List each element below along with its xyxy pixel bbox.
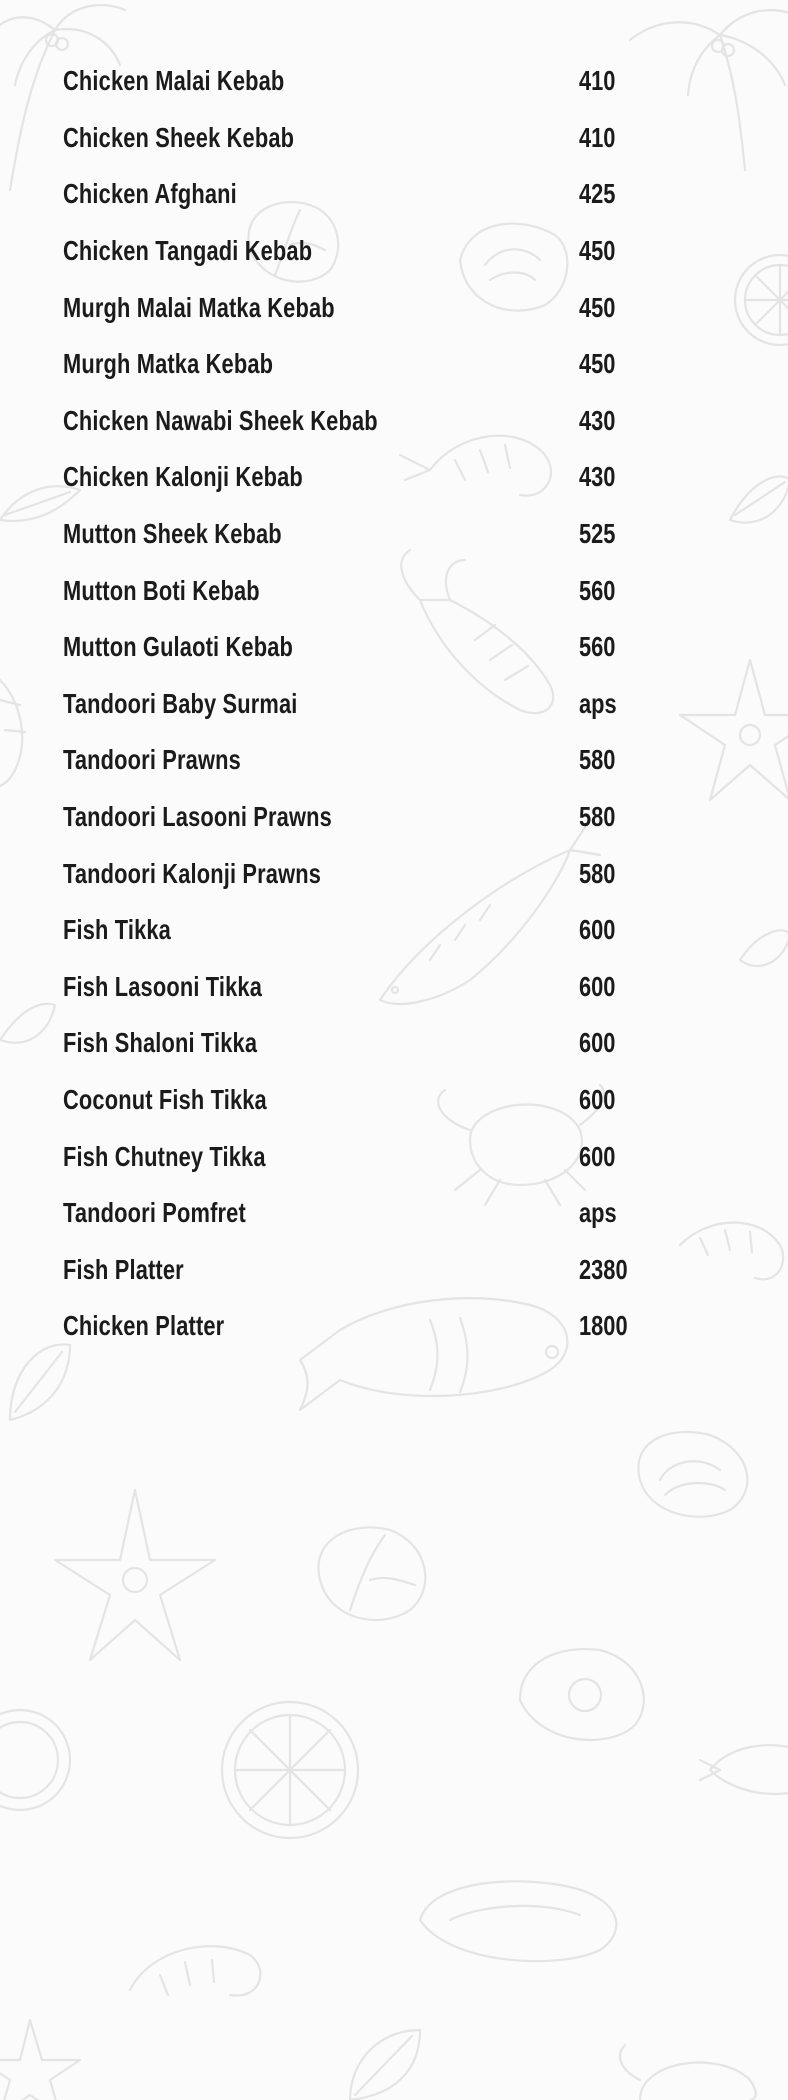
item-name: Tandoori Pomfret [63, 1197, 246, 1229]
item-price: 450 [579, 235, 616, 267]
star-anise-icon [55, 1490, 215, 1660]
menu-item [63, 845, 683, 902]
salmon-steak-icon [420, 1881, 616, 1961]
shell-icon [520, 1649, 644, 1740]
fish-icon [700, 1745, 788, 1794]
item-price: 410 [579, 65, 616, 97]
item-price: 425 [579, 178, 616, 210]
item-price: 430 [579, 404, 616, 436]
shrimp-icon [130, 1946, 260, 1995]
shrimp-icon [680, 1223, 783, 1280]
menu-item [63, 959, 683, 1016]
star-anise-icon [0, 2020, 80, 2100]
leaf-icon [0, 1004, 55, 1043]
item-name: Chicken Nawabi Sheek Kebab [63, 404, 378, 436]
oyster-icon [638, 1432, 747, 1517]
leaf-icon [740, 930, 788, 966]
menu-item [63, 393, 683, 450]
menu-item [63, 223, 683, 280]
item-name: Chicken Malai Kebab [63, 65, 285, 97]
menu-item [63, 110, 683, 167]
item-price: 600 [579, 970, 616, 1002]
menu-item [63, 53, 683, 110]
item-name: Tandoori Prawns [63, 744, 241, 776]
item-price: 580 [579, 801, 616, 833]
item-name: Coconut Fish Tikka [63, 1083, 267, 1115]
item-name: Fish Chutney Tikka [63, 1140, 266, 1172]
menu-item [63, 1128, 683, 1185]
item-name: Chicken Kalonji Kebab [63, 461, 303, 493]
item-name: Chicken Tangadi Kebab [63, 235, 313, 267]
item-price: 600 [579, 1027, 616, 1059]
item-name: Fish Platter [63, 1253, 184, 1285]
item-price: aps [579, 687, 617, 719]
item-price: 560 [579, 631, 616, 663]
item-name: Chicken Platter [63, 1310, 225, 1342]
star-anise-icon [680, 660, 788, 800]
item-name: Murgh Matka Kebab [63, 348, 274, 380]
item-price: 600 [579, 914, 616, 946]
cabbage-icon [318, 1527, 425, 1620]
menu-item [63, 1185, 683, 1242]
menu-item [63, 449, 683, 506]
lemon-slice-icon [0, 1710, 70, 1810]
item-price: 2380 [579, 1253, 628, 1285]
item-name: Murgh Malai Matka Kebab [63, 291, 335, 323]
leaf-icon [730, 476, 788, 522]
leaf-icon [10, 1344, 70, 1420]
menu-item [63, 732, 683, 789]
menu-item [63, 1241, 683, 1298]
menu-list [63, 53, 683, 1355]
menu-item [63, 619, 683, 676]
item-name: Tandoori Lasooni Prawns [63, 801, 332, 833]
item-name: Mutton Boti Kebab [63, 574, 260, 606]
item-price: 580 [579, 744, 616, 776]
lobster-icon [0, 680, 25, 787]
menu-item [63, 902, 683, 959]
item-name: Tandoori Kalonji Prawns [63, 857, 322, 889]
item-price: 1800 [579, 1310, 628, 1342]
menu-item [63, 1298, 683, 1355]
menu-item [63, 562, 683, 619]
leaf-icon [350, 2030, 420, 2100]
lemon-slice-icon [735, 255, 788, 345]
item-price: 450 [579, 348, 616, 380]
item-name: Fish Lasooni Tikka [63, 970, 263, 1002]
menu-item [63, 1072, 683, 1129]
menu-item [63, 1015, 683, 1072]
item-price: 580 [579, 857, 616, 889]
item-price: 450 [579, 291, 616, 323]
item-price: 600 [579, 1140, 616, 1172]
item-name: Mutton Gulaoti Kebab [63, 631, 293, 663]
item-price: 430 [579, 461, 616, 493]
item-price: 525 [579, 518, 616, 550]
crab-icon [620, 2045, 756, 2100]
item-name: Fish Tikka [63, 914, 171, 946]
menu-item [63, 506, 683, 563]
item-price: 600 [579, 1083, 616, 1115]
menu-item [63, 789, 683, 846]
item-price: 410 [579, 121, 616, 153]
item-name: Mutton Sheek Kebab [63, 518, 282, 550]
item-name: Tandoori Baby Surmai [63, 687, 298, 719]
item-price: 560 [579, 574, 616, 606]
menu-item [63, 336, 683, 393]
lemon-slice-icon [222, 1702, 358, 1838]
menu-item [63, 166, 683, 223]
item-name: Fish Shaloni Tikka [63, 1027, 258, 1059]
item-name: Chicken Afghani [63, 178, 237, 210]
menu-item [63, 676, 683, 733]
item-name: Chicken Sheek Kebab [63, 121, 295, 153]
item-price: aps [579, 1197, 617, 1229]
menu-item [63, 279, 683, 336]
